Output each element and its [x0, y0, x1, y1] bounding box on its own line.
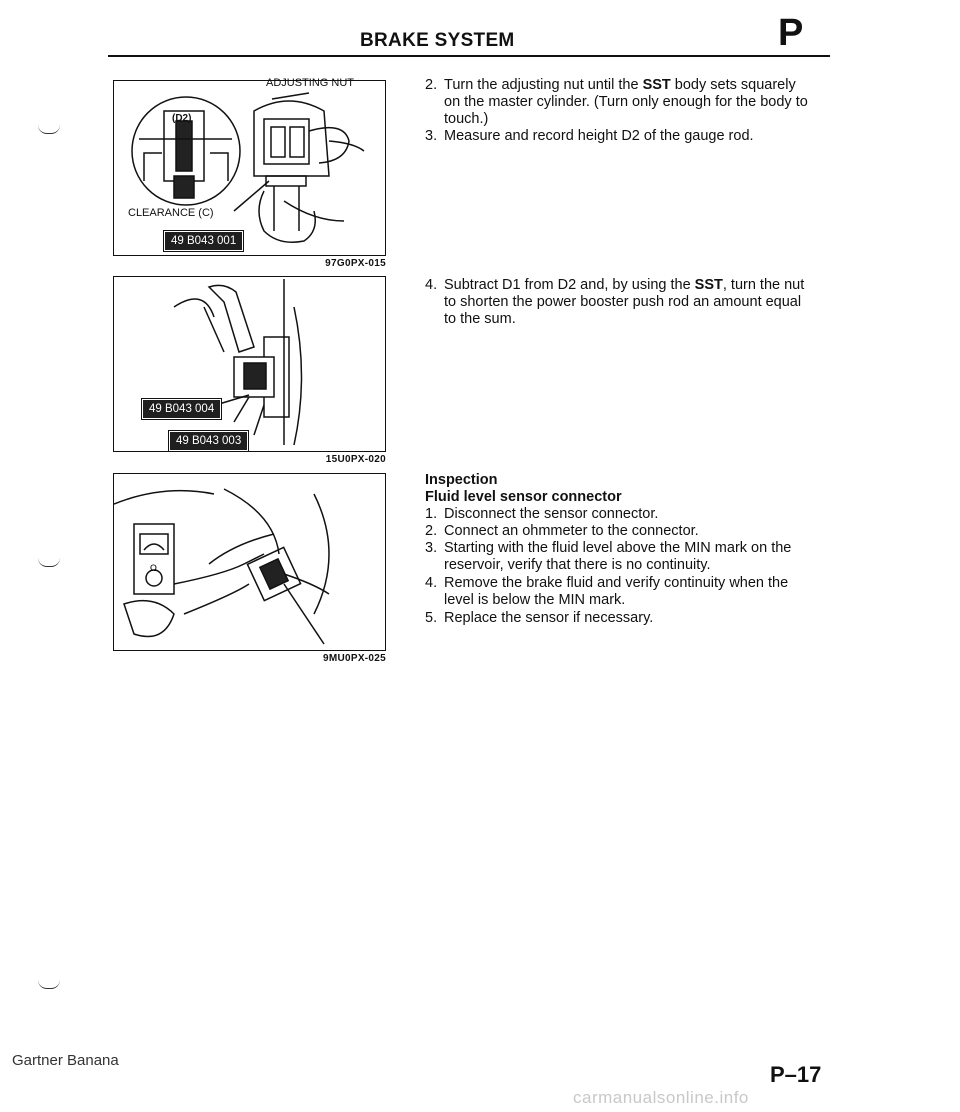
ohm-symbol: Ω: [150, 564, 157, 574]
page-title: BRAKE SYSTEM: [360, 30, 515, 51]
step-item: [425, 77, 815, 128]
footer-brand: Gartner Banana: [12, 1052, 119, 1069]
step-item: [425, 128, 815, 145]
header-rule: [108, 55, 830, 57]
step-text: Disconnect the sensor connector.: [444, 506, 659, 522]
step-number: 3.: [425, 540, 438, 556]
tool-number-badge: 49 B043 004: [142, 399, 221, 419]
step-number: 2.: [425, 523, 438, 539]
step-item: [425, 277, 815, 328]
section-subheading: Fluid level sensor connector: [425, 489, 622, 505]
watermark: carmanualsonline.info: [573, 1088, 749, 1107]
step-number: 3.: [425, 128, 438, 144]
step-text: Turn the adjusting nut until the SST body sets squarely on the master cylinder. (Turn only enough for the body to touch.): [444, 77, 808, 127]
figure-ohmmeter-check: [113, 473, 386, 651]
margin-mark: [38, 980, 60, 989]
figure-push-rod: [113, 276, 386, 452]
step-item: [425, 506, 815, 523]
tool-number-badge: 49 B043 001: [164, 231, 243, 251]
step-number: 4.: [425, 575, 438, 591]
figure-push-rod-illustration: [114, 277, 387, 453]
label-clearance: CLEARANCE (C): [128, 207, 214, 219]
step-text: Remove the brake fluid and verify continuity when the level is below the MIN mark.: [444, 575, 789, 608]
figure-adjusting-nut-illustration: [114, 81, 387, 257]
label-adjusting-nut: ADJUSTING NUT: [266, 77, 354, 89]
step-number: 4.: [425, 277, 438, 293]
step-item: [425, 610, 815, 627]
label-d2: (D2): [172, 113, 192, 124]
figure-code: 97G0PX-015: [325, 258, 386, 269]
step-number: 1.: [425, 506, 438, 522]
step-item: [425, 575, 815, 609]
section-letter: P: [778, 12, 804, 54]
step-text: Measure and record height D2 of the gauge rod.: [444, 128, 754, 144]
figure-code: 9MU0PX-025: [322, 653, 386, 664]
figure-code: 15U0PX-020: [325, 454, 386, 465]
step-item: [425, 540, 815, 574]
step-text: Replace the sensor if necessary.: [444, 610, 654, 626]
step-number: 5.: [425, 610, 438, 626]
step-item: [425, 523, 815, 540]
step-text: Connect an ohmmeter to the connector.: [444, 523, 699, 539]
section-heading: Inspection: [425, 472, 498, 488]
step-text: Starting with the fluid level above the MIN mark on the reservoir, verify that there is no continuity.: [444, 540, 792, 573]
step-number: 2.: [425, 77, 438, 93]
tool-number-badge: 49 B043 003: [169, 431, 248, 451]
page-number: P–17: [770, 1062, 822, 1087]
step-text: Subtract D1 from D2 and, by using the SST, turn the nut to shorten the power booster push rod an amount equal to the sum.: [444, 277, 805, 327]
margin-mark: [38, 125, 60, 134]
figure-adjusting-nut: [113, 77, 386, 256]
figure-ohmmeter-illustration: [114, 474, 387, 652]
margin-mark: [38, 558, 60, 567]
